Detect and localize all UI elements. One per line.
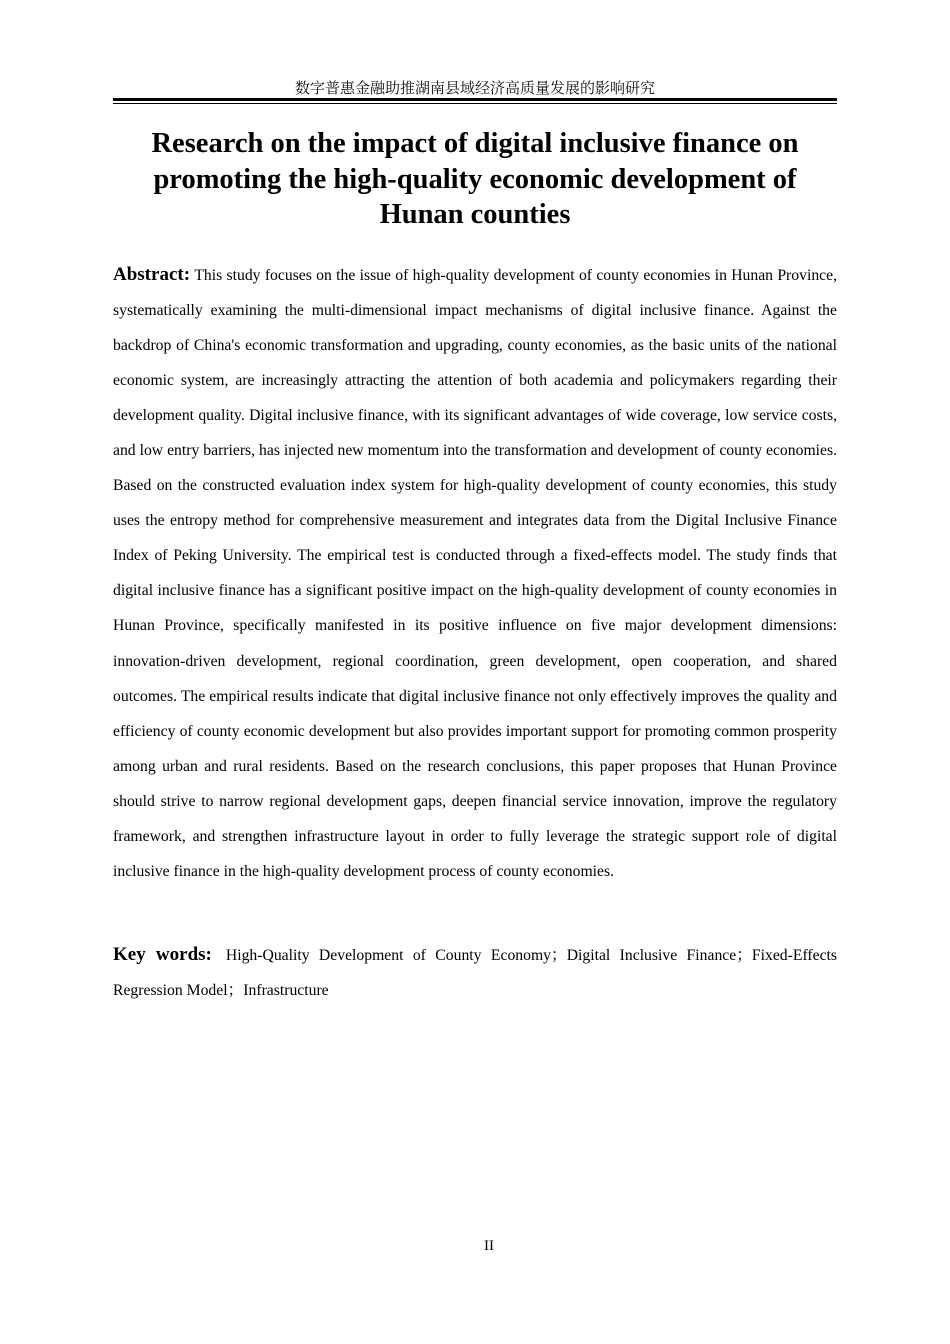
keywords-label: Key words: bbox=[113, 944, 212, 965]
paper-title: Research on the impact of digital inclusive finance on promoting the high-quality economic development of Hunan counties bbox=[151, 128, 799, 230]
keywords-paragraph bbox=[113, 937, 837, 1008]
abstract-paragraph bbox=[113, 257, 837, 889]
keywords-text: High-Quality Development of County Economy；Digital Inclusive Finance；Fixed-Effects Regression Model；Infrastructure bbox=[113, 947, 838, 999]
abstract-label: Abstract: bbox=[113, 264, 191, 285]
page-number: II bbox=[484, 1238, 494, 1254]
header-rule-thick bbox=[113, 98, 837, 101]
header-rule-thin bbox=[113, 103, 837, 104]
abstract-text: This study focuses on the issue of high-quality development of county economies in Hunan Province, systematically examining the multi-dimensional impact mechanisms of digital inclusive finance. Against the backdrop of China's economic transformation and upgrading, county economies, as the basic units of the national economic system, are increasingly attracting the attention of both academia and policymakers regarding their development quality. Digital inclusive finance, with its significant advantages of wide coverage, low service costs, and low entry barriers, has injected new momentum into the transformation and development of county economies. Based on the constructed evaluation index system for high-quality development of county economies, this study uses the entropy method for comprehensive measurement and integrates data from the Digital Inclusive Finance Index of Peking University. The empirical test is conducted through a fixed-effects model. The study finds that digital inclusive finance has a significant positive impact on the high-quality development of county economies in Hunan Province, specifically manifested in its positive influence on five major development dimensions: innovation-driven development, regional coordination, green development, open cooperation, and shared outcomes. The empirical results indicate that digital inclusive finance not only effectively improves the quality and efficiency of county economic development but also provides important support for promoting common prosperity among urban and rural residents. Based on the research conclusions, this paper proposes that Hunan Province should strive to narrow regional development gaps, deepen financial service innovation, improve the regulatory framework, and strengthen infrastructure layout in order to fully leverage the strategic support role of digital inclusive finance in the high-quality development process of county economies. bbox=[113, 267, 838, 880]
running-header: 数字普惠金融助推湖南县域经济高质量发展的影响研究 bbox=[294, 79, 655, 97]
